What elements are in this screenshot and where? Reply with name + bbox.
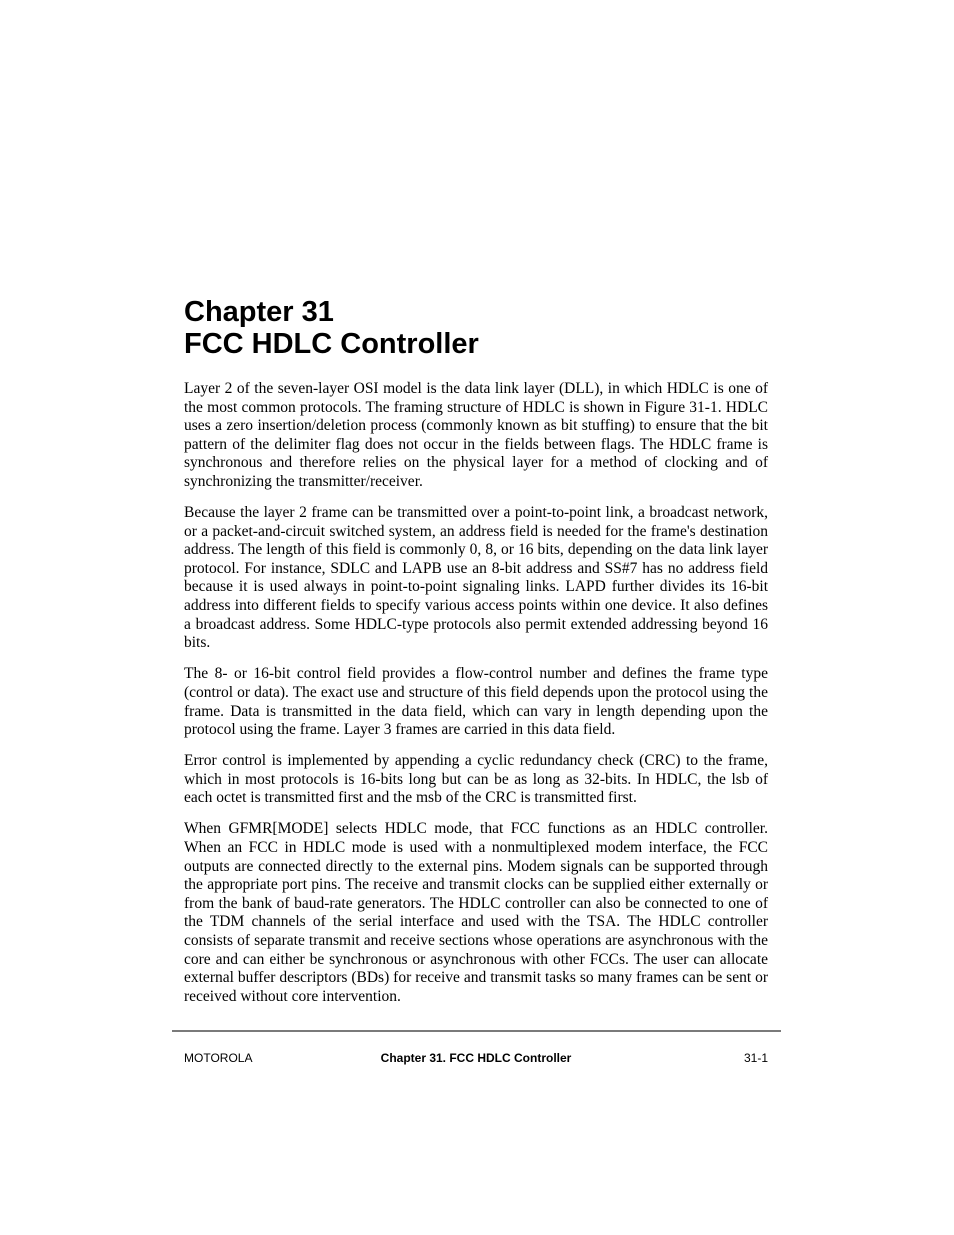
page-footer: [184, 1050, 768, 1066]
paragraph-error-control: Error control is implemented by appending a cyclic redundancy check (CRC) to the frame, which in most protocols is 16-bits long but can be as long as 32-bits. In HDLC, the lsb of each octet is transmitted first and the msb of the CRC is transmitted first.: [184, 752, 768, 807]
footer-publisher: MOTOROLA: [184, 1051, 253, 1065]
paragraph-hdlc-mode: When GFMR[MODE] selects HDLC mode, that FCC functions as an HDLC controller. When an FCC in HDLC mode is used with a nonmultiplexed modem interface, the FCC outputs are connected directly to the external pins. Modem signals can be supported through the appropriate port pins. The receive and transmit clocks can be supplied either externally or from the bank of baud-rate generators. The HDLC controller can also be connected to one of the TDM channels of the serial interface and used with the TSA. The HDLC controller consists of separate transmit and receive sections whose operations are asynchronous with the core and can either be synchronous or asynchronous with other FCCs. The user can allocate external buffer descriptors (BDs) for receive and transmit tasks so many frames can be sent or received without core intervention.: [184, 820, 768, 1005]
body-text: [184, 380, 768, 1019]
chapter-title: [184, 296, 784, 360]
paragraph-address-field: Because the layer 2 frame can be transmitted over a point-to-point link, a broadcast network, or a packet-and-circuit switched system, an address field is needed for the frame's destination address. The length of this field is commonly 0, 8, or 16 bits, depending on the data link layer protocol. For instance, SDLC and LAPB use an 8-bit address and SS#7 has no address field because it is used always in point-to-point signaling links. LAPD further divides its 16-bit address into different fields to specify various access points within one device. It also defines a broadcast address. Some HDLC-type protocols also permit extended addressing beyond 16 bits.: [184, 504, 768, 652]
footer-page-number: 31-1: [743, 1051, 768, 1065]
footer-chapter-title: Chapter 31. FCC HDLC Controller: [380, 1051, 572, 1065]
footer-divider: [172, 1030, 781, 1032]
chapter-number: Chapter 31: [184, 296, 334, 328]
chapter-name: FCC HDLC Controller: [184, 328, 479, 360]
paragraph-intro: Layer 2 of the seven-layer OSI model is the data link layer (DLL), in which HDLC is one of the most common protocols. The framing structure of HDLC is shown in Figure 31-1. HDLC uses a zero insertion/deletion process (commonly known as bit stuffing) to ensure that the bit pattern of the delimiter flag does not occur in the fields between flags. The HDLC frame is synchronous and therefore relies on the physical layer for a method of clocking and of synchronizing the transmitter/receiver.: [184, 380, 768, 490]
paragraph-control-field: The 8- or 16-bit control field provides a flow-control number and defines the frame type (control or data). The exact use and structure of this field depends upon the protocol using the frame. Data is transmitted in the data field, which can vary in length depending upon the protocol using the frame. Layer 3 frames are carried in this data field.: [184, 665, 768, 739]
